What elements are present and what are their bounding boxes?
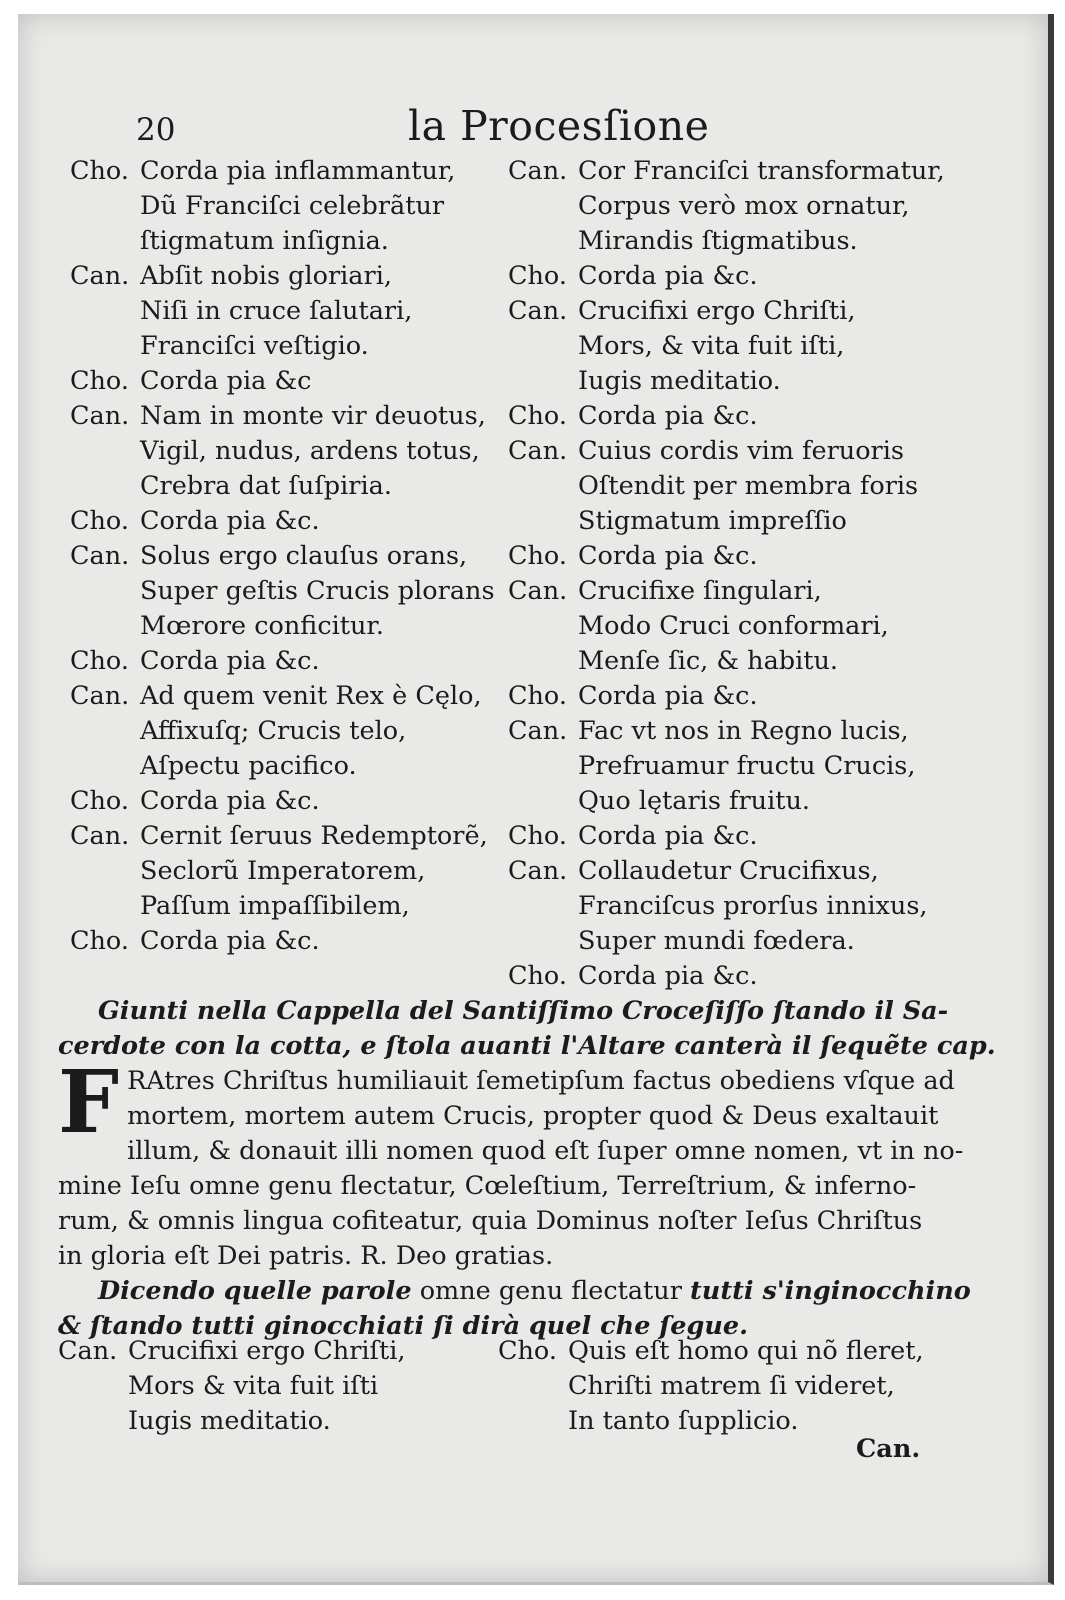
verse-text: Iugis meditatio.: [578, 366, 781, 396]
verse-text: Mirandis ſtigmatibus.: [578, 226, 858, 256]
verse-line: [508, 714, 1008, 749]
speaker-label: Cho.: [508, 681, 567, 711]
verse-text: Fac vt nos in Regno lucis,: [578, 716, 909, 746]
speaker-label: Can.: [508, 436, 568, 466]
verse-line: [508, 399, 1008, 434]
verse-line: [70, 189, 500, 224]
verse-line: [508, 259, 1008, 294]
verse-line: [498, 1404, 998, 1439]
verse-line: [508, 189, 1008, 224]
versicle-left: [58, 1334, 488, 1439]
verse-text: Prefruamur fructu Crucis,: [578, 751, 916, 781]
drop-cap: F: [58, 1052, 120, 1153]
verse-text: Menſe ſic, & habitu.: [578, 646, 839, 676]
verse-line: [70, 259, 500, 294]
verse-line: [70, 644, 500, 679]
running-title: la Procesſione: [408, 102, 710, 150]
speaker-label: Can.: [508, 856, 568, 886]
verse-line: [58, 1369, 488, 1404]
verse-text: Super mundi fœdera.: [578, 926, 855, 956]
speaker-label: Can.: [70, 401, 130, 431]
rubric-italic: Dicendo quelle parole: [98, 1276, 412, 1306]
verse-line: [508, 679, 1008, 714]
verse-line: [508, 539, 1008, 574]
speaker-label: Can.: [508, 156, 568, 186]
verse-text: Crucifixe ſingulari,: [578, 576, 822, 606]
verse-line: [58, 1404, 488, 1439]
verse-text: Corda pia &c.: [578, 961, 758, 991]
verse-text: Dũ Franciſci celebrãtur: [140, 191, 445, 221]
rubric-line: cerdote con la cotta, e ſtola auanti l'Altare canterà il ſequẽte cap.: [58, 1031, 996, 1061]
rubric-italic: tutti s'inginocchino: [690, 1276, 971, 1306]
verse-text: Mors, & vita fuit iſti,: [578, 331, 845, 361]
rubric-line: Giunti nella Cappella del Santiſſimo Croceſiſſo ſtando il Sa-: [98, 996, 949, 1026]
response-text: R. Deo gratias.: [360, 1241, 554, 1271]
verse-line: [70, 679, 500, 714]
speaker-label: Cho.: [70, 156, 129, 186]
verse-text: Seclorũ Imperatorem,: [140, 856, 426, 886]
verse-text: Cor Franciſci transformatur,: [578, 156, 945, 186]
verse-line: [508, 469, 1008, 504]
verse-text: Quo lętaris fruitu.: [578, 786, 811, 816]
chapter-text: [58, 1052, 964, 1274]
verse-line: [508, 504, 1008, 539]
verse-line: [70, 889, 500, 924]
verse-line: [70, 714, 500, 749]
verse-text: Crucifixi ergo Chriſti,: [128, 1336, 406, 1366]
chapter-line: rum, & omnis lingua cofiteatur, quia Dominus noſter Ieſus Chriſtus: [58, 1206, 923, 1236]
verse-text: Mors & vita fuit iſti: [128, 1371, 379, 1401]
verse-line: [70, 364, 500, 399]
verse-line: [508, 959, 1008, 994]
verse-text: Aſpectu pacifico.: [140, 751, 357, 781]
rubric-roman: omne genu flectatur: [419, 1276, 682, 1306]
verse-line: [70, 924, 500, 959]
verse-line: [70, 854, 500, 889]
verse-line: [58, 1334, 488, 1369]
verse-text: Corda pia &c.: [140, 506, 320, 536]
verse-text: Corda pia &c.: [578, 261, 758, 291]
speaker-label: Can.: [508, 576, 568, 606]
verse-line: [508, 889, 1008, 924]
speaker-label: Can.: [70, 821, 130, 851]
verse-line: [70, 399, 500, 434]
verse-text: Crucifixi ergo Chriſti,: [578, 296, 856, 326]
verse-line: [70, 609, 500, 644]
verse-line: [70, 574, 500, 609]
book-page: [18, 14, 1054, 1585]
speaker-label: Cho.: [508, 541, 567, 571]
speaker-label: Can.: [70, 541, 130, 571]
verse-text: Ad quem venit Rex è Cęlo,: [140, 681, 482, 711]
hymn-left-column: [70, 154, 500, 959]
verse-text: Paſſum impaſſibilem,: [140, 891, 410, 921]
verse-text: Franciſci veſtigio.: [140, 331, 369, 361]
verse-text: Stigmatum impreſſio: [578, 506, 847, 536]
rubric-cappella: [58, 994, 996, 1064]
speaker-label: Can.: [58, 1336, 118, 1366]
verse-text: Quis eſt homo qui nõ fleret,: [568, 1336, 924, 1366]
speaker-label: Can.: [70, 261, 130, 291]
verse-line: [498, 1369, 998, 1404]
verse-text: Modo Cruci conformari,: [578, 611, 889, 641]
verse-text: Oſtendit per membra foris: [578, 471, 919, 501]
verse-text: Cuius cordis vim feruoris: [578, 436, 904, 466]
chapter-line: in gloria eſt Dei patris.: [58, 1241, 353, 1271]
verse-text: Cernit ſeruus Redemptorẽ,: [140, 821, 488, 851]
verse-line: [508, 854, 1008, 889]
speaker-label: Cho.: [508, 821, 567, 851]
verse-line: [508, 749, 1008, 784]
verse-line: [70, 784, 500, 819]
verse-line: [508, 224, 1008, 259]
verse-line: [508, 924, 1008, 959]
verse-text: Corda pia &c.: [140, 926, 320, 956]
verse-line: [508, 294, 1008, 329]
verse-text: Nam in monte vir deuotus,: [140, 401, 486, 431]
verse-text: Iugis meditatio.: [128, 1406, 331, 1436]
verse-text: Vigil, nudus, ardens totus,: [140, 436, 480, 466]
verse-text: Corpus verò mox ornatur,: [578, 191, 910, 221]
speaker-label: Cho.: [70, 366, 129, 396]
speaker-label: Can.: [508, 716, 568, 746]
verse-text: Affixuſq; Crucis telo,: [140, 716, 407, 746]
verse-text: Corda pia &c.: [578, 401, 758, 431]
speaker-label: Can.: [70, 681, 130, 711]
speaker-label: Cho.: [498, 1336, 557, 1366]
verse-line: [70, 154, 500, 189]
verse-text: Corda pia inflammantur,: [140, 156, 456, 186]
chapter-line: RAtres Chriſtus humiliauit ſemetipſum factus obediens vſque ad: [127, 1066, 955, 1096]
verse-line: [70, 469, 500, 504]
verse-text: Corda pia &c.: [140, 786, 320, 816]
verse-line: [70, 329, 500, 364]
catchword: Can.: [856, 1434, 921, 1464]
hymn-right-column: [508, 154, 1008, 994]
verse-text: Corda pia &c: [140, 366, 312, 396]
verse-line: [508, 434, 1008, 469]
chapter-line: illum, & donauit illi nomen quod eſt ſuper omne nomen, vt in no-: [127, 1136, 964, 1166]
verse-line: [508, 154, 1008, 189]
verse-line: [508, 574, 1008, 609]
verse-text: Corda pia &c.: [140, 646, 320, 676]
verse-line: [70, 504, 500, 539]
verse-text: Abſit nobis gloriari,: [140, 261, 392, 291]
verse-line: [508, 609, 1008, 644]
verse-text: Franciſcus prorſus innixus,: [578, 891, 928, 921]
verse-text: Niſi in cruce ſalutari,: [140, 296, 413, 326]
verse-line: [70, 294, 500, 329]
verse-line: [508, 784, 1008, 819]
rubric-line: & ſtando tutti ginocchiati ſi dirà quel che ſegue.: [58, 1311, 748, 1341]
verse-line: [70, 224, 500, 259]
speaker-label: Cho.: [70, 506, 129, 536]
rubric-line: [98, 1274, 971, 1309]
verse-text: ſtigmatum inſignia.: [140, 226, 389, 256]
verse-line: [70, 749, 500, 784]
verse-line: [70, 819, 500, 854]
chapter-line: mortem, mortem autem Crucis, propter quod & Deus exaltauit: [127, 1101, 939, 1131]
speaker-label: Can.: [508, 296, 568, 326]
chapter-final-line: [58, 1239, 958, 1274]
verse-text: Collaudetur Crucifixus,: [578, 856, 879, 886]
verse-text: Corda pia &c.: [578, 541, 758, 571]
verse-text: Crebra dat ſuſpiria.: [140, 471, 392, 501]
speaker-label: Cho.: [70, 786, 129, 816]
verse-line: [508, 819, 1008, 854]
speaker-label: Cho.: [70, 926, 129, 956]
verse-text: Corda pia &c.: [578, 821, 758, 851]
verse-line: [508, 329, 1008, 364]
verse-text: Chriſti matrem ſi videret,: [568, 1371, 895, 1401]
verse-text: Mœrore conficitur.: [140, 611, 384, 641]
speaker-label: Cho.: [508, 261, 567, 291]
verse-text: Super geſtis Crucis plorans: [140, 576, 495, 606]
verse-text: Corda pia &c.: [578, 681, 758, 711]
verse-line: [70, 539, 500, 574]
chapter-line: mine Ieſu omne genu flectatur, Cœleſtium, Terreſtrium, & inferno-: [58, 1171, 917, 1201]
speaker-label: Cho.: [70, 646, 129, 676]
verse-text: Solus ergo clauſus orans,: [140, 541, 468, 571]
verse-line: [508, 644, 1008, 679]
verse-line: [498, 1334, 998, 1369]
verse-line: [508, 364, 1008, 399]
verse-line: [70, 434, 500, 469]
page-number: 20: [136, 112, 176, 148]
verse-text: In tanto ſupplicio.: [568, 1406, 799, 1436]
speaker-label: Cho.: [508, 401, 567, 431]
speaker-label: Cho.: [508, 961, 567, 991]
versicle-right: [498, 1334, 998, 1439]
